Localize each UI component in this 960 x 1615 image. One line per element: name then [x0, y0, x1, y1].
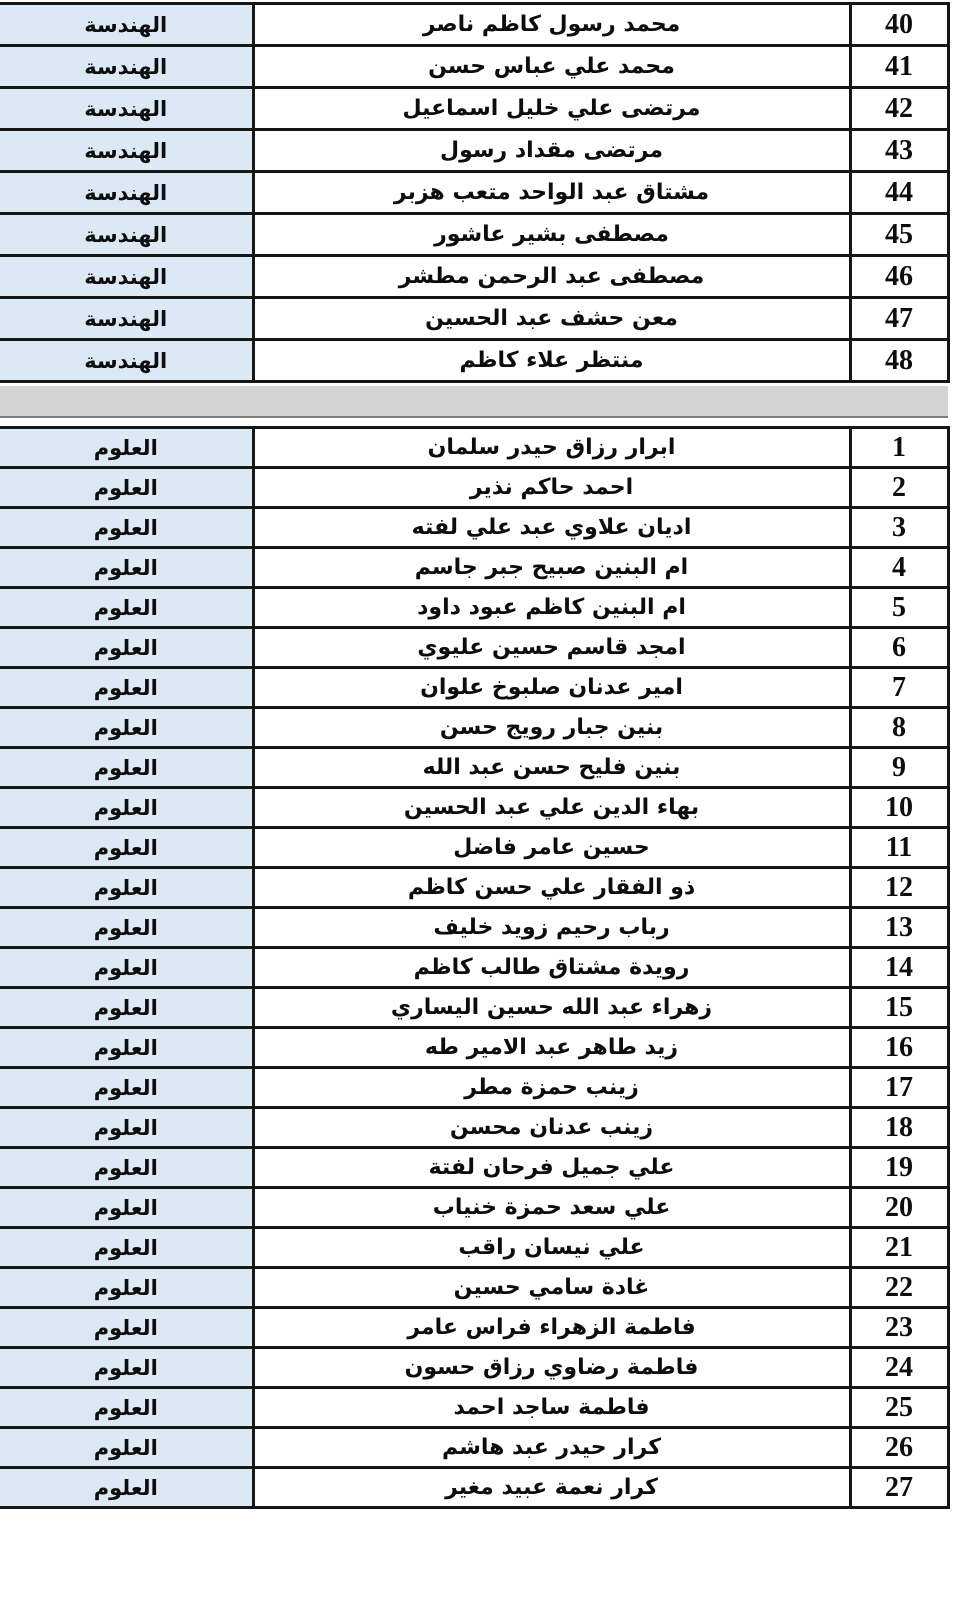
student-name-cell: فاطمة ساجد احمد	[253, 1388, 850, 1428]
table-row	[0, 1188, 948, 1228]
table-row	[0, 172, 948, 214]
student-name-cell: اديان علاوي عبد علي لفته	[253, 508, 850, 548]
table-row	[0, 1428, 948, 1468]
row-number-cell: 22	[850, 1268, 948, 1308]
row-number-cell: 25	[850, 1388, 948, 1428]
department-cell: العلوم	[0, 748, 253, 788]
table-row	[0, 708, 948, 748]
row-number-cell: 1	[850, 428, 948, 468]
table-row	[0, 298, 948, 340]
row-number-cell: 13	[850, 908, 948, 948]
student-name-cell: مشتاق عبد الواحد متعب هزبر	[253, 172, 850, 214]
department-cell: العلوم	[0, 628, 253, 668]
row-number-cell: 48	[850, 340, 948, 382]
student-name-cell: زهراء عبد الله حسين اليساري	[253, 988, 850, 1028]
engineering-roster-table	[0, 2, 950, 383]
table-row	[0, 668, 948, 708]
department-cell: الهندسة	[0, 130, 253, 172]
department-cell: العلوم	[0, 1268, 253, 1308]
row-number-cell: 8	[850, 708, 948, 748]
department-cell: الهندسة	[0, 256, 253, 298]
student-name-cell: فاطمة رضاوي رزاق حسون	[253, 1348, 850, 1388]
table-row	[0, 1468, 948, 1508]
student-name-cell: احمد حاكم نذير	[253, 468, 850, 508]
table-row	[0, 130, 948, 172]
table-row	[0, 948, 948, 988]
student-name-cell: محمد رسول كاظم ناصر	[253, 4, 850, 46]
table-row	[0, 1108, 948, 1148]
student-name-cell: بنين جبار رويج حسن	[253, 708, 850, 748]
department-cell: العلوم	[0, 708, 253, 748]
row-number-cell: 7	[850, 668, 948, 708]
student-name-cell: مرتضى علي خليل اسماعيل	[253, 88, 850, 130]
table-row	[0, 988, 948, 1028]
table-row	[0, 588, 948, 628]
student-name-cell: رويدة مشتاق طالب كاظم	[253, 948, 850, 988]
department-cell: الهندسة	[0, 340, 253, 382]
student-name-cell: كرار نعمة عبيد مغير	[253, 1468, 850, 1508]
row-number-cell: 15	[850, 988, 948, 1028]
department-cell: العلوم	[0, 1188, 253, 1228]
student-name-cell: امجد قاسم حسين عليوي	[253, 628, 850, 668]
department-cell: العلوم	[0, 1108, 253, 1148]
department-cell: العلوم	[0, 948, 253, 988]
student-name-cell: منتظر علاء كاظم	[253, 340, 850, 382]
department-cell: العلوم	[0, 1068, 253, 1108]
row-number-cell: 42	[850, 88, 948, 130]
table-row	[0, 548, 948, 588]
table-row	[0, 1268, 948, 1308]
row-number-cell: 16	[850, 1028, 948, 1068]
row-number-cell: 45	[850, 214, 948, 256]
table-row	[0, 256, 948, 298]
student-name-cell: ذو الفقار علي حسن كاظم	[253, 868, 850, 908]
row-number-cell: 3	[850, 508, 948, 548]
row-number-cell: 6	[850, 628, 948, 668]
row-number-cell: 21	[850, 1228, 948, 1268]
department-cell: العلوم	[0, 1308, 253, 1348]
table-row	[0, 214, 948, 256]
science-roster-table	[0, 426, 950, 1509]
table-row	[0, 1028, 948, 1068]
student-name-cell: كرار حيدر عبد هاشم	[253, 1428, 850, 1468]
row-number-cell: 41	[850, 46, 948, 88]
row-number-cell: 9	[850, 748, 948, 788]
student-name-cell: مرتضى مقداد رسول	[253, 130, 850, 172]
department-cell: العلوم	[0, 988, 253, 1028]
table-row	[0, 1148, 948, 1188]
department-cell: العلوم	[0, 1228, 253, 1268]
student-name-cell: مصطفى بشير عاشور	[253, 214, 850, 256]
row-number-cell: 18	[850, 1108, 948, 1148]
department-cell: العلوم	[0, 908, 253, 948]
row-number-cell: 23	[850, 1308, 948, 1348]
department-cell: العلوم	[0, 588, 253, 628]
department-cell: العلوم	[0, 1348, 253, 1388]
row-number-cell: 5	[850, 588, 948, 628]
department-cell: الهندسة	[0, 298, 253, 340]
row-number-cell: 26	[850, 1428, 948, 1468]
row-number-cell: 14	[850, 948, 948, 988]
table-row	[0, 508, 948, 548]
department-cell: العلوم	[0, 1468, 253, 1508]
department-cell: العلوم	[0, 1428, 253, 1468]
table-row	[0, 1388, 948, 1428]
student-name-cell: معن حشف عبد الحسين	[253, 298, 850, 340]
table-row	[0, 828, 948, 868]
department-cell: العلوم	[0, 428, 253, 468]
department-cell: الهندسة	[0, 214, 253, 256]
department-cell: الهندسة	[0, 4, 253, 46]
table-row	[0, 88, 948, 130]
row-number-cell: 24	[850, 1348, 948, 1388]
row-number-cell: 11	[850, 828, 948, 868]
row-number-cell: 43	[850, 130, 948, 172]
row-number-cell: 47	[850, 298, 948, 340]
student-name-cell: فاطمة الزهراء فراس عامر	[253, 1308, 850, 1348]
student-name-cell: ابرار رزاق حيدر سلمان	[253, 428, 850, 468]
row-number-cell: 17	[850, 1068, 948, 1108]
table-row	[0, 1068, 948, 1108]
section-separator-bar	[0, 386, 948, 418]
row-number-cell: 10	[850, 788, 948, 828]
student-name-cell: غادة سامي حسين	[253, 1268, 850, 1308]
row-number-cell: 19	[850, 1148, 948, 1188]
table-row	[0, 628, 948, 668]
student-name-cell: زينب حمزة مطر	[253, 1068, 850, 1108]
table-row	[0, 1228, 948, 1268]
table-row	[0, 4, 948, 46]
row-number-cell: 20	[850, 1188, 948, 1228]
table-row	[0, 340, 948, 382]
department-cell: العلوم	[0, 508, 253, 548]
student-name-cell: حسين عامر فاضل	[253, 828, 850, 868]
student-name-cell: ام البنين صبيح جبر جاسم	[253, 548, 850, 588]
student-name-cell: رباب رحيم زويد خليف	[253, 908, 850, 948]
department-cell: العلوم	[0, 468, 253, 508]
student-name-cell: علي نيسان راقب	[253, 1228, 850, 1268]
student-name-cell: بهاء الدين علي عبد الحسين	[253, 788, 850, 828]
student-name-cell: زيد طاهر عبد الامير طه	[253, 1028, 850, 1068]
student-name-cell: علي سعد حمزة خنياب	[253, 1188, 850, 1228]
row-number-cell: 27	[850, 1468, 948, 1508]
row-number-cell: 44	[850, 172, 948, 214]
department-cell: العلوم	[0, 868, 253, 908]
table-row	[0, 868, 948, 908]
table-row	[0, 908, 948, 948]
student-name-cell: زينب عدنان محسن	[253, 1108, 850, 1148]
department-cell: العلوم	[0, 788, 253, 828]
table-row	[0, 468, 948, 508]
row-number-cell: 4	[850, 548, 948, 588]
student-name-cell: امير عدنان صلبوخ علوان	[253, 668, 850, 708]
table-row	[0, 46, 948, 88]
student-name-cell: ام البنين كاظم عبود داود	[253, 588, 850, 628]
row-number-cell: 46	[850, 256, 948, 298]
department-cell: العلوم	[0, 1148, 253, 1188]
table-row	[0, 748, 948, 788]
student-name-cell: محمد علي عباس حسن	[253, 46, 850, 88]
table-row	[0, 428, 948, 468]
table-row	[0, 1348, 948, 1388]
table-row	[0, 788, 948, 828]
department-cell: العلوم	[0, 1388, 253, 1428]
row-number-cell: 2	[850, 468, 948, 508]
row-number-cell: 12	[850, 868, 948, 908]
department-cell: العلوم	[0, 668, 253, 708]
student-name-cell: علي جميل فرحان لفتة	[253, 1148, 850, 1188]
department-cell: العلوم	[0, 828, 253, 868]
department-cell: الهندسة	[0, 172, 253, 214]
department-cell: العلوم	[0, 548, 253, 588]
student-name-cell: مصطفى عبد الرحمن مطشر	[253, 256, 850, 298]
department-cell: الهندسة	[0, 88, 253, 130]
department-cell: العلوم	[0, 1028, 253, 1068]
student-name-cell: بنين فليح حسن عبد الله	[253, 748, 850, 788]
table-row	[0, 1308, 948, 1348]
department-cell: الهندسة	[0, 46, 253, 88]
row-number-cell: 40	[850, 4, 948, 46]
